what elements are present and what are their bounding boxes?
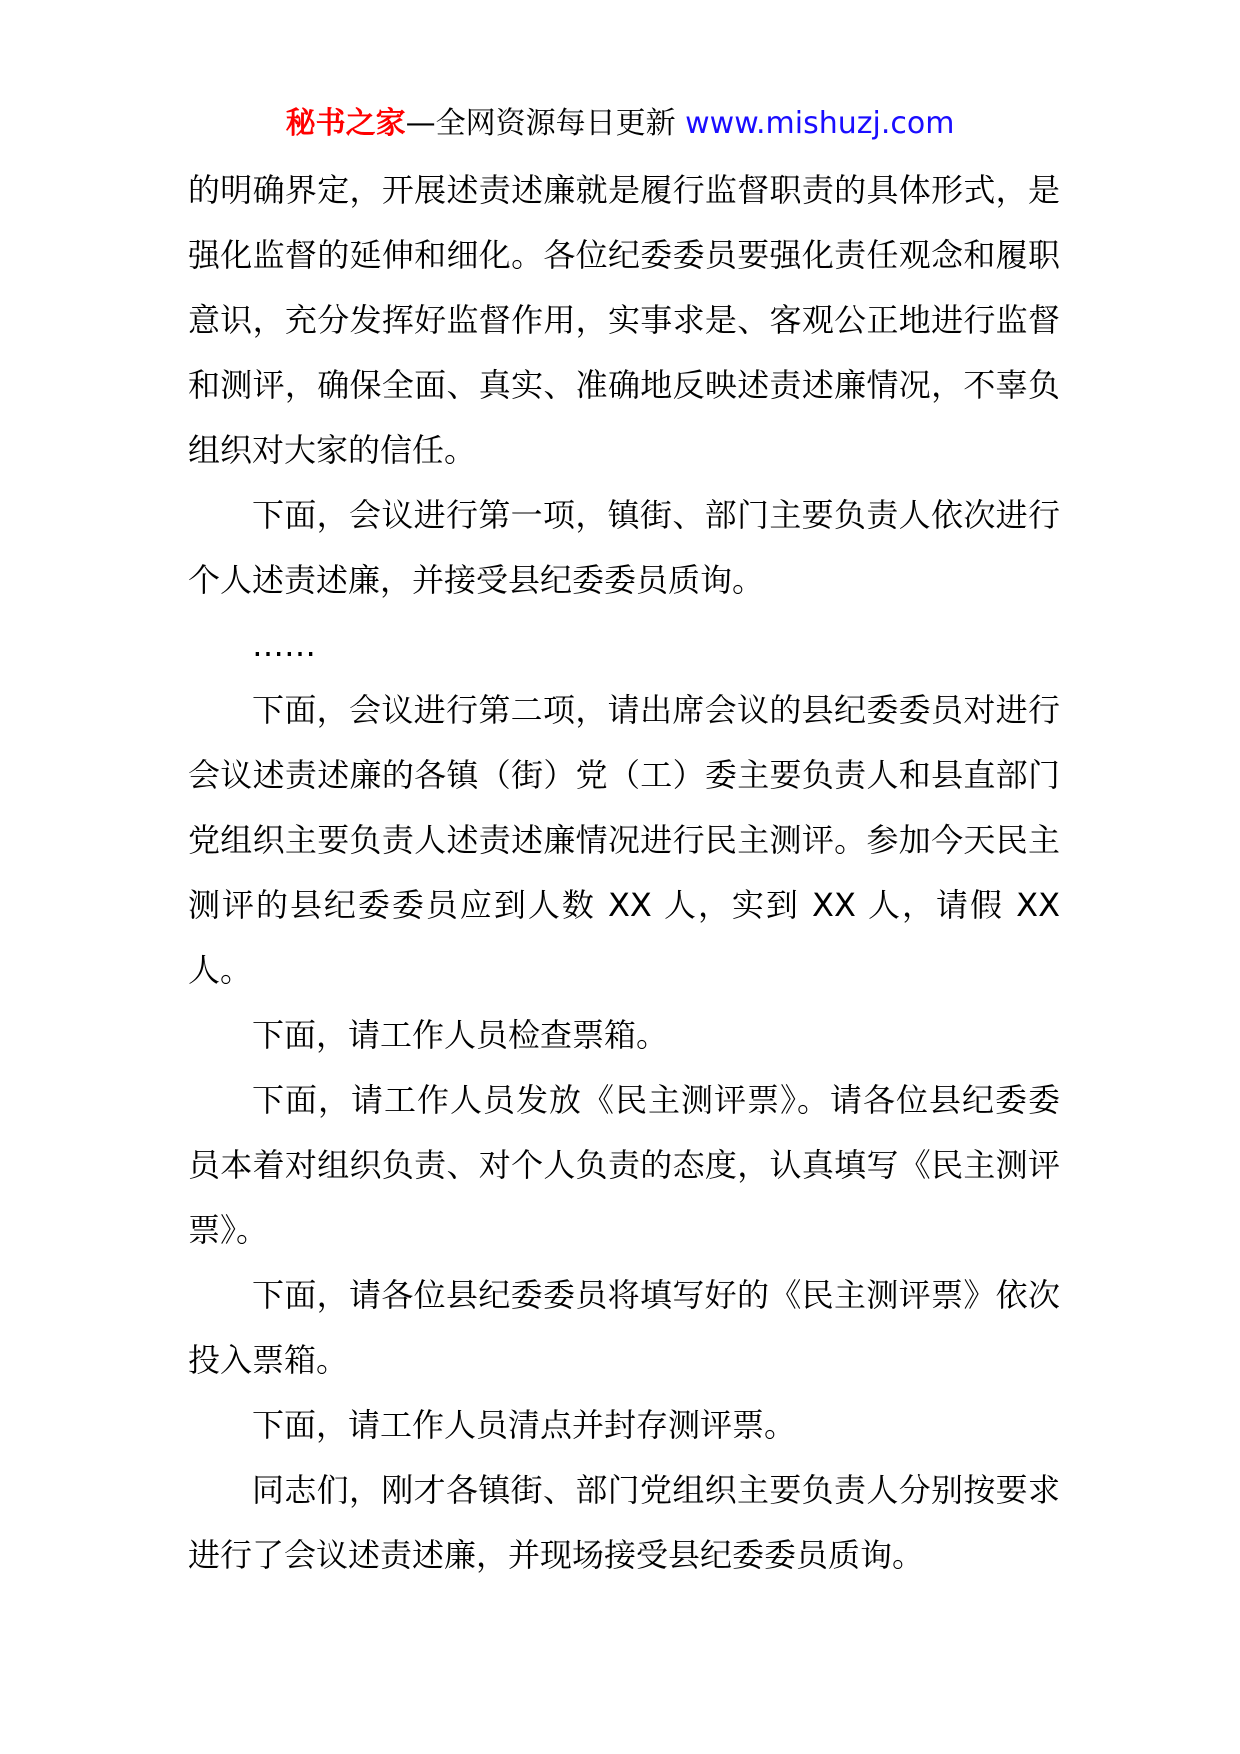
paragraph-closing: 同志们，刚才各镇街、部门党组织主要负责人分别按要求进行了会议述责述廉，并现场接受县纪委委员质询。 [188, 1471, 1060, 1574]
header-tagline: —全网资源每日更新 [405, 106, 686, 141]
paragraph-distribute-ballots: 下面，请工作人员发放《民主测评票》。请各位县纪委委员本着对组织负责、对个人负责的态度，认真填写《民主测评票》。 [188, 1081, 1060, 1249]
paragraph-item-two: 下面，会议进行第二项，请出席会议的县纪委委员对进行会议述责述廉的各镇（街）党（工）委主要负责人和县直部门党组织主要负责人述责述廉情况进行民主测评。参加今天民主测评的县纪委委员应到人数 XX 人，实到 XX 人，请假 XX 人。 [188, 691, 1060, 989]
paragraph-cast-ballots: 下面，请各位县纪委委员将填写好的《民主测评票》依次投入票箱。 [188, 1276, 1060, 1379]
paragraph-count-ballots: 下面，请工作人员清点并封存测评票。 [252, 1406, 797, 1444]
page-header [0, 102, 1240, 146]
paragraph-item-one: 下面，会议进行第一项，镇街、部门主要负责人依次进行个人述责述廉，并接受县纪委委员质询。 [188, 496, 1060, 599]
brand-name: 秘书之家 [285, 106, 406, 141]
site-url-link[interactable]: www.mishuzj.com [685, 106, 955, 141]
paragraph-check-ballot-box: 下面，请工作人员检查票箱。 [252, 1016, 669, 1054]
paragraph-continuation: 的明确界定，开展述责述廉就是履行监督职责的具体形式，是强化监督的延伸和细化。各位纪委委员要强化责任观念和履职意识，充分发挥好监督作用，实事求是、客观公正地进行监督和测评，确保全面、真实、准确地反映述责述廉情况，不辜负组织对大家的信任。 [188, 171, 1060, 469]
paragraph-ellipsis: …… [252, 626, 316, 664]
document-body [188, 158, 1060, 1588]
